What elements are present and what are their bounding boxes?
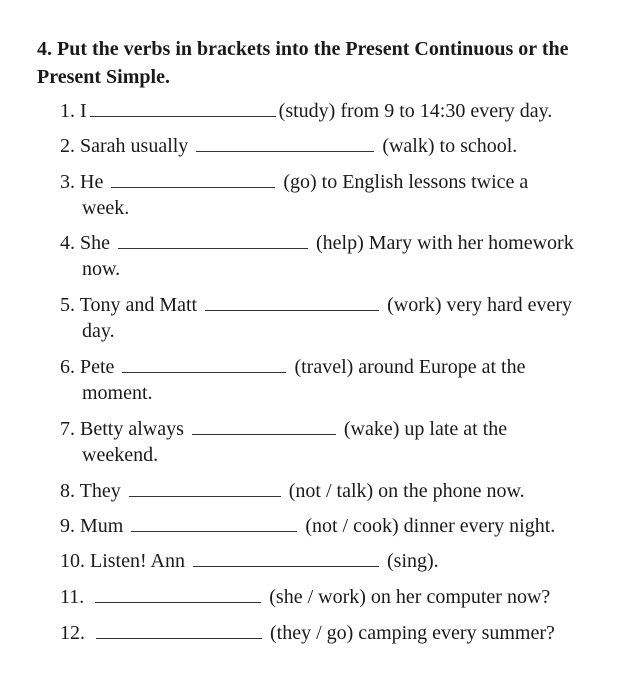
item-text-after: (sing).	[387, 550, 439, 572]
item-continuation-3: week.	[82, 197, 130, 219]
exercise-item-7	[60, 416, 507, 442]
answer-blank-6[interactable]	[122, 354, 286, 373]
item-text-before: Mum	[80, 515, 124, 537]
exercise-title: 4. Put the verbs in brackets into the Present Continuous or the Present Simple.	[37, 38, 569, 88]
item-text-after: (walk) to school.	[382, 135, 518, 157]
item-number: 5.	[60, 294, 75, 316]
item-text-after: (wake) up late at the	[343, 418, 508, 440]
item-number: 3.	[60, 171, 75, 193]
item-text-before: They	[79, 480, 121, 502]
answer-blank-5[interactable]	[205, 292, 379, 311]
exercise-item-9	[60, 513, 555, 539]
answer-blank-3[interactable]	[111, 169, 275, 188]
answer-blank-12[interactable]	[96, 620, 262, 639]
item-text-before: She	[80, 232, 110, 254]
answer-blank-10[interactable]	[193, 548, 379, 567]
answer-blank-4[interactable]	[118, 230, 308, 249]
exercise-item-4	[60, 230, 574, 256]
answer-blank-7[interactable]	[192, 416, 336, 435]
item-text-before: Tony and Matt	[79, 294, 198, 316]
answer-blank-11[interactable]	[95, 584, 261, 603]
exercise-item-1	[60, 98, 552, 124]
item-number: 12.	[60, 622, 85, 644]
item-text-before: Betty always	[80, 418, 184, 440]
item-continuation-7: weekend.	[82, 444, 159, 466]
item-text-after: (go) to English lessons twice a	[283, 171, 529, 193]
exercise-item-11	[60, 584, 550, 610]
item-number: 6.	[60, 356, 75, 378]
item-number: 11.	[60, 586, 85, 608]
item-text-before: Sarah usually	[80, 135, 189, 157]
item-text-after: (not / talk) on the phone now.	[288, 480, 525, 502]
item-text-before: Pete	[80, 356, 115, 378]
exercise-item-2	[60, 133, 517, 159]
exercise-item-6	[60, 354, 525, 380]
item-text-before: He	[80, 171, 104, 193]
item-text-after: (they / go) camping every summer?	[270, 622, 555, 644]
item-text-after: (she / work) on her computer now?	[269, 586, 551, 608]
item-text-after: (work) very hard every	[387, 294, 573, 316]
item-number: 10.	[60, 550, 85, 572]
item-number: 2.	[60, 135, 75, 157]
item-continuation-5: day.	[82, 320, 115, 342]
item-number: 4.	[60, 232, 75, 254]
exercise-item-5	[60, 292, 572, 318]
item-number: 9.	[60, 515, 75, 537]
item-continuation-4: now.	[82, 258, 121, 280]
answer-blank-9[interactable]	[131, 513, 297, 532]
answer-blank-8[interactable]	[129, 478, 281, 497]
answer-blank-2[interactable]	[196, 133, 374, 152]
item-continuation-6: moment.	[82, 382, 153, 404]
item-number: 8.	[60, 480, 75, 502]
item-number: 7.	[60, 418, 75, 440]
item-text-before: Listen! Ann	[90, 550, 185, 572]
item-text-after: (study) from 9 to 14:30 every day.	[278, 100, 553, 122]
exercise-item-8	[60, 478, 525, 504]
item-text-after: (help) Mary with her homework	[316, 232, 574, 254]
answer-blank-1[interactable]	[90, 98, 276, 117]
item-text-before: I	[80, 100, 87, 122]
item-number: 1.	[60, 100, 75, 122]
exercise-item-12	[60, 620, 555, 646]
item-text-after: (not / cook) dinner every night.	[305, 515, 556, 537]
item-text-after: (travel) around Europe at the	[294, 356, 526, 378]
exercise-item-3	[60, 169, 528, 195]
exercise-item-10	[60, 548, 439, 574]
